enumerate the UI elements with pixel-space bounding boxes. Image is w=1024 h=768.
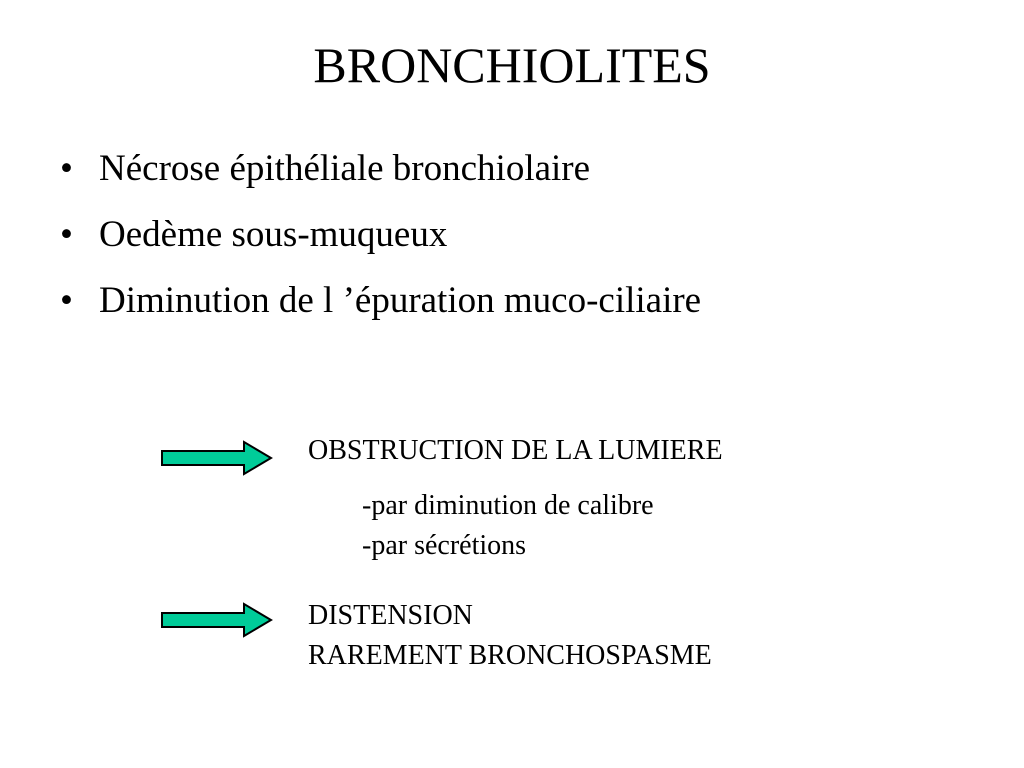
detail-line: -par diminution de calibre	[362, 490, 654, 521]
slide-title: BRONCHIOLITES	[313, 37, 711, 93]
bullet-item	[60, 268, 701, 334]
bullet-item	[60, 136, 701, 202]
right-arrow-icon	[160, 602, 274, 638]
bullet-text: Diminution de l ’épuration muco-ciliaire	[99, 280, 702, 321]
bullet-dot: •	[60, 280, 73, 321]
bronchospasm-line: RAREMENT BRONCHOSPASME	[308, 640, 712, 671]
arrow-shape	[162, 442, 271, 474]
bullet-item	[60, 202, 701, 268]
distension-line: DISTENSION	[308, 600, 473, 631]
arrow-shape	[162, 604, 271, 636]
obstruction-details	[362, 486, 654, 566]
distension-block	[308, 596, 712, 676]
bullet-dot: •	[60, 214, 73, 255]
bullet-list	[60, 136, 701, 334]
detail-line: -par sécrétions	[362, 530, 527, 561]
right-arrow-icon	[160, 440, 274, 476]
obstruction-heading: OBSTRUCTION DE LA LUMIERE	[308, 435, 723, 466]
bullet-text: Oedème sous-muqueux	[99, 214, 448, 255]
bullet-text: Nécrose épithéliale bronchiolaire	[99, 148, 591, 189]
bullet-dot: •	[60, 148, 73, 189]
